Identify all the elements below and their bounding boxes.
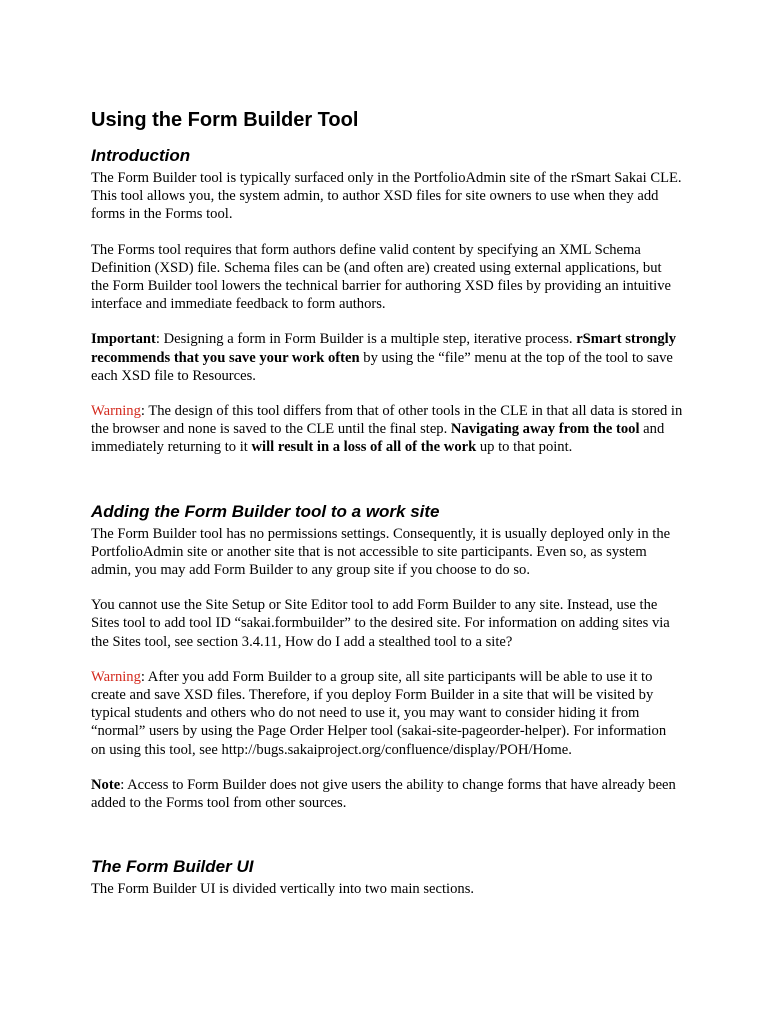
paragraph: The Form Builder tool has no permissions settings. Consequently, it is usually deployed only in the PortfolioAdmin site or another site that is not accessible to site participants. Even so, as system admin, you may add Form Builder to any group site if you choose to do so. xyxy=(91,525,671,579)
warning-text: : After you add Form Builder to a group site, all site participants will be able to use it to create and save XSD files. Therefore, if you deploy Form Builder in a site that will be visited by typical students and others who do not need to use it, you may want to consider hiding it from “normal” users by using the Page Order Helper tool (sakai-site-pageorder-helper). For information on using this tool, see http://bugs.sakaiproject.org/confluence/display/POH/Home. xyxy=(91,668,667,758)
warning-text: and immediately returning to it xyxy=(91,421,665,456)
important-label: Important xyxy=(91,331,156,348)
section-heading: Adding the Form Builder tool to a work site xyxy=(91,501,440,521)
warning-emphasis: will result in a loss of all of the work xyxy=(251,439,477,456)
warning-label: Warning xyxy=(91,668,141,685)
important-paragraph xyxy=(91,330,683,385)
section-spacer xyxy=(91,474,683,502)
warning-label: Warning xyxy=(91,403,141,420)
note-text: : Access to Form Builder does not give users the ability to change forms that have already been added to the Forms tool from other sources. xyxy=(91,776,676,812)
important-emphasis: rSmart strongly recommends that you save your work often xyxy=(91,331,677,366)
note-label: Note xyxy=(91,776,121,793)
section-adding-tool xyxy=(91,502,683,813)
paragraph: The Form Builder UI is divided vertically into two main sections. xyxy=(91,881,475,898)
section-heading: The Form Builder UI xyxy=(91,857,254,877)
warning-text: : The design of this tool differs from that of other tools in the CLE in that all data is stored in the browser and none is saved to the CLE until the final step. xyxy=(91,403,683,438)
section-heading: Introduction xyxy=(91,146,191,165)
page-title: Using the Form Builder Tool xyxy=(91,109,359,131)
document-page xyxy=(91,108,683,915)
warning-paragraph xyxy=(91,402,683,457)
warning-emphasis: Navigating away from the tool xyxy=(450,421,640,438)
note-paragraph xyxy=(91,776,683,812)
section-introduction xyxy=(91,146,683,457)
warning-text: up to that point. xyxy=(476,439,573,456)
paragraph: You cannot use the Site Setup or Site Editor tool to add Form Builder to any site. Instead, use the Sites tool to add tool ID “sakai.formbuilder” to the desired site. For information on adding sites via the Sites tool, see section 3.4.11, How do I add a stealthed tool to a site? xyxy=(91,597,670,650)
warning-paragraph xyxy=(91,668,683,759)
important-text: : Designing a form in Form Builder is a multiple step, iterative process. xyxy=(155,331,577,348)
paragraph: The Forms tool requires that form authors define valid content by specifying an XML Schema Definition (XSD) file. Schema files can be (and often are) created using external applications, but the Form Builder tool lowers the technical barrier for authoring XSD files by providing an intuitive interface and immediate feedback to form authors. xyxy=(91,241,671,313)
paragraph: The Form Builder tool is typically surfaced only in the PortfolioAdmin site of the rSmart Sakai CLE. This tool allows you, the system admin, to author XSD files for site owners to use when they add forms in the Forms tool. xyxy=(91,170,682,223)
important-text: by using the “file” menu at the top of the tool to save each XSD file to Resources. xyxy=(91,349,673,384)
section-spacer xyxy=(91,829,683,857)
section-form-builder-ui xyxy=(91,857,683,898)
